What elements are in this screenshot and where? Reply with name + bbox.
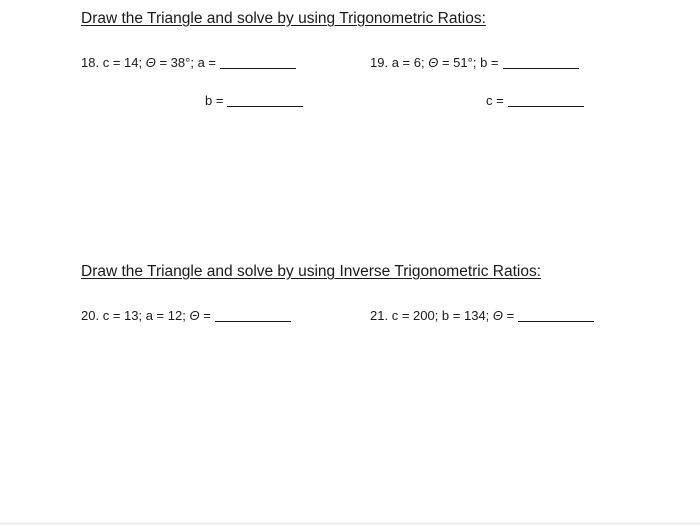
given-c: c = 14; bbox=[102, 55, 143, 70]
given-a: a = 6; bbox=[391, 55, 425, 70]
answer-blank[interactable] bbox=[518, 320, 594, 322]
problem-number: 18. bbox=[81, 55, 100, 70]
problem-19-c bbox=[486, 93, 584, 108]
ask-label: = bbox=[203, 308, 211, 323]
answer-blank[interactable] bbox=[508, 105, 584, 107]
answer-blank[interactable] bbox=[220, 67, 296, 69]
answer-blank[interactable] bbox=[227, 105, 303, 107]
given-values: c = 200; b = 134; bbox=[391, 308, 490, 323]
problem-18 bbox=[81, 55, 296, 70]
given-values: c = 13; a = 12; bbox=[102, 308, 186, 323]
section-heading-trig-ratios: Draw the Triangle and solve by using Trigonometric Ratios: bbox=[81, 10, 486, 27]
ask-label: a = bbox=[197, 55, 217, 70]
ask-label: b = bbox=[480, 55, 499, 70]
theta-symbol: Θ bbox=[189, 308, 200, 323]
answer-blank[interactable] bbox=[503, 67, 579, 69]
given-theta: = 38°; bbox=[159, 55, 194, 70]
theta-symbol: Θ bbox=[145, 55, 156, 70]
theta-symbol: Θ bbox=[428, 55, 439, 70]
problem-number: 20. bbox=[81, 308, 100, 323]
ask-label: b = bbox=[205, 93, 224, 108]
section-heading-inverse-trig-ratios: Draw the Triangle and solve by using Inverse Trigonometric Ratios: bbox=[81, 263, 542, 280]
problem-20 bbox=[81, 308, 291, 323]
problem-19 bbox=[370, 55, 579, 70]
given-theta: = 51°; bbox=[441, 55, 477, 70]
problem-21 bbox=[370, 308, 594, 323]
theta-symbol: Θ bbox=[492, 308, 504, 323]
ask-label: c = bbox=[486, 93, 504, 108]
ask-label: = bbox=[506, 308, 515, 323]
problem-number: 21. bbox=[370, 308, 389, 323]
problem-18-b bbox=[205, 93, 303, 108]
problem-number: 19. bbox=[370, 55, 389, 70]
answer-blank[interactable] bbox=[215, 320, 291, 322]
